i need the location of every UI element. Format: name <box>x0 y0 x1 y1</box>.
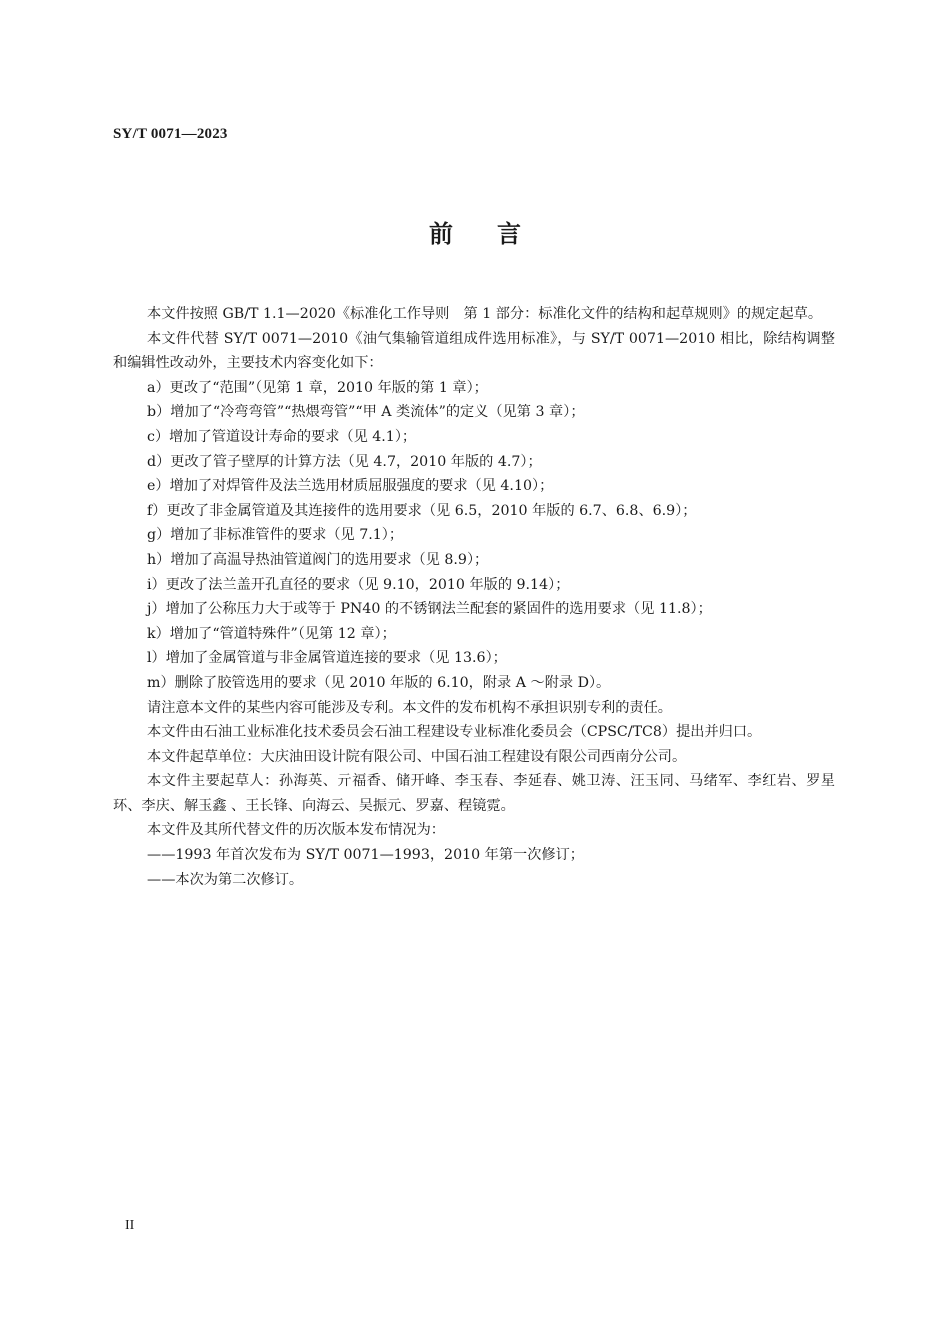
list-item-e: e）增加了对焊管件及法兰选用材质屈服强度的要求（见 4.10）； <box>147 478 554 495</box>
list-item-f: f）更改了非金属管道及其连接件的选用要求（见 6.5，2010 年版的 6.7、6.8、6.9）； <box>147 502 697 519</box>
paragraph-drafters: 本文件主要起草人：孙海英、亓福香、储开峰、李玉春、李延春、姚卫涛、汪玉同、马绪军、李红岩、罗星环、李庆、解玉鑫 、王长锋、向海云、吴振元、罗嘉、程镜霓。 <box>113 773 835 814</box>
paragraph-replacement: 本文件代替 SY/T 0071—2010《油气集输管道组成件选用标准》，与 SY/T 0071—2010 相比，除结构调整和编辑性改动外，主要技术内容变化如下： <box>113 330 835 372</box>
list-item-j: j）增加了公称压力大于或等于 PN40 的不锈钢法兰配套的紧固件的选用要求（见 11.8）； <box>147 601 712 618</box>
paragraph-patent-notice: 请注意本文件的某些内容可能涉及专利。本文件的发布机构不承担识别专利的责任。 <box>147 699 672 716</box>
list-item-h: h）增加了高温导热油管道阀门的选用要求（见 8.9）； <box>147 551 489 568</box>
paragraph-drafting-basis: 本文件按照 GB/T 1.1—2020《标准化工作导则 第 1 部分：标准化文件的结构和起草规则》的规定起草。 <box>147 306 823 322</box>
list-item-b: b）增加了“冷弯弯管”“热煨弯管”“甲 A 类流体”的定义（见第 3 章）； <box>147 404 585 421</box>
list-item-c: c）增加了管道设计寿命的要求（见 4.1）； <box>147 428 417 445</box>
history-item-second: ——本次为第二次修订。 <box>147 871 304 888</box>
list-item-i: i）更改了法兰盖开孔直径的要求（见 9.10，2010 年版的 9.14）； <box>147 576 570 593</box>
page-number: II <box>125 1218 135 1233</box>
list-item-d: d）更改了管子壁厚的计算方法（见 4.7，2010 年版的 4.7）； <box>147 453 542 470</box>
history-item-first: ——1993 年首次发布为 SY/T 0071—1993，2010 年第一次修订； <box>147 847 584 864</box>
list-item-g: g）增加了非标准管件的要求（见 7.1）； <box>147 527 404 544</box>
document-code: SY/T 0071—2023 <box>113 126 228 142</box>
list-item-l: l）增加了金属管道与非金属管道连接的要求（见 13.6）； <box>147 650 507 667</box>
paragraph-drafting-units: 本文件起草单位：大庆油田设计院有限公司、中国石油工程建设有限公司西南分公司。 <box>147 748 687 765</box>
list-item-a: a）更改了“范围”（见第 1 章，2010 年版的第 1 章）； <box>147 379 488 396</box>
foreword-body <box>113 302 835 892</box>
paragraph-version-history: 本文件及其所代替文件的历次版本发布情况为： <box>147 822 445 839</box>
page-title: 前言 <box>429 220 565 248</box>
list-item-k: k）增加了“管道特殊件”（见第 12 章）； <box>147 625 396 642</box>
list-item-m: m）删除了胶管选用的要求（见 2010 年版的 6.10，附录 A ～附录 D）。 <box>147 674 611 691</box>
paragraph-proposer: 本文件由石油工业标准化技术委员会石油工程建设专业标准化委员会（CPSC/TC8）提出并归口。 <box>147 724 762 741</box>
